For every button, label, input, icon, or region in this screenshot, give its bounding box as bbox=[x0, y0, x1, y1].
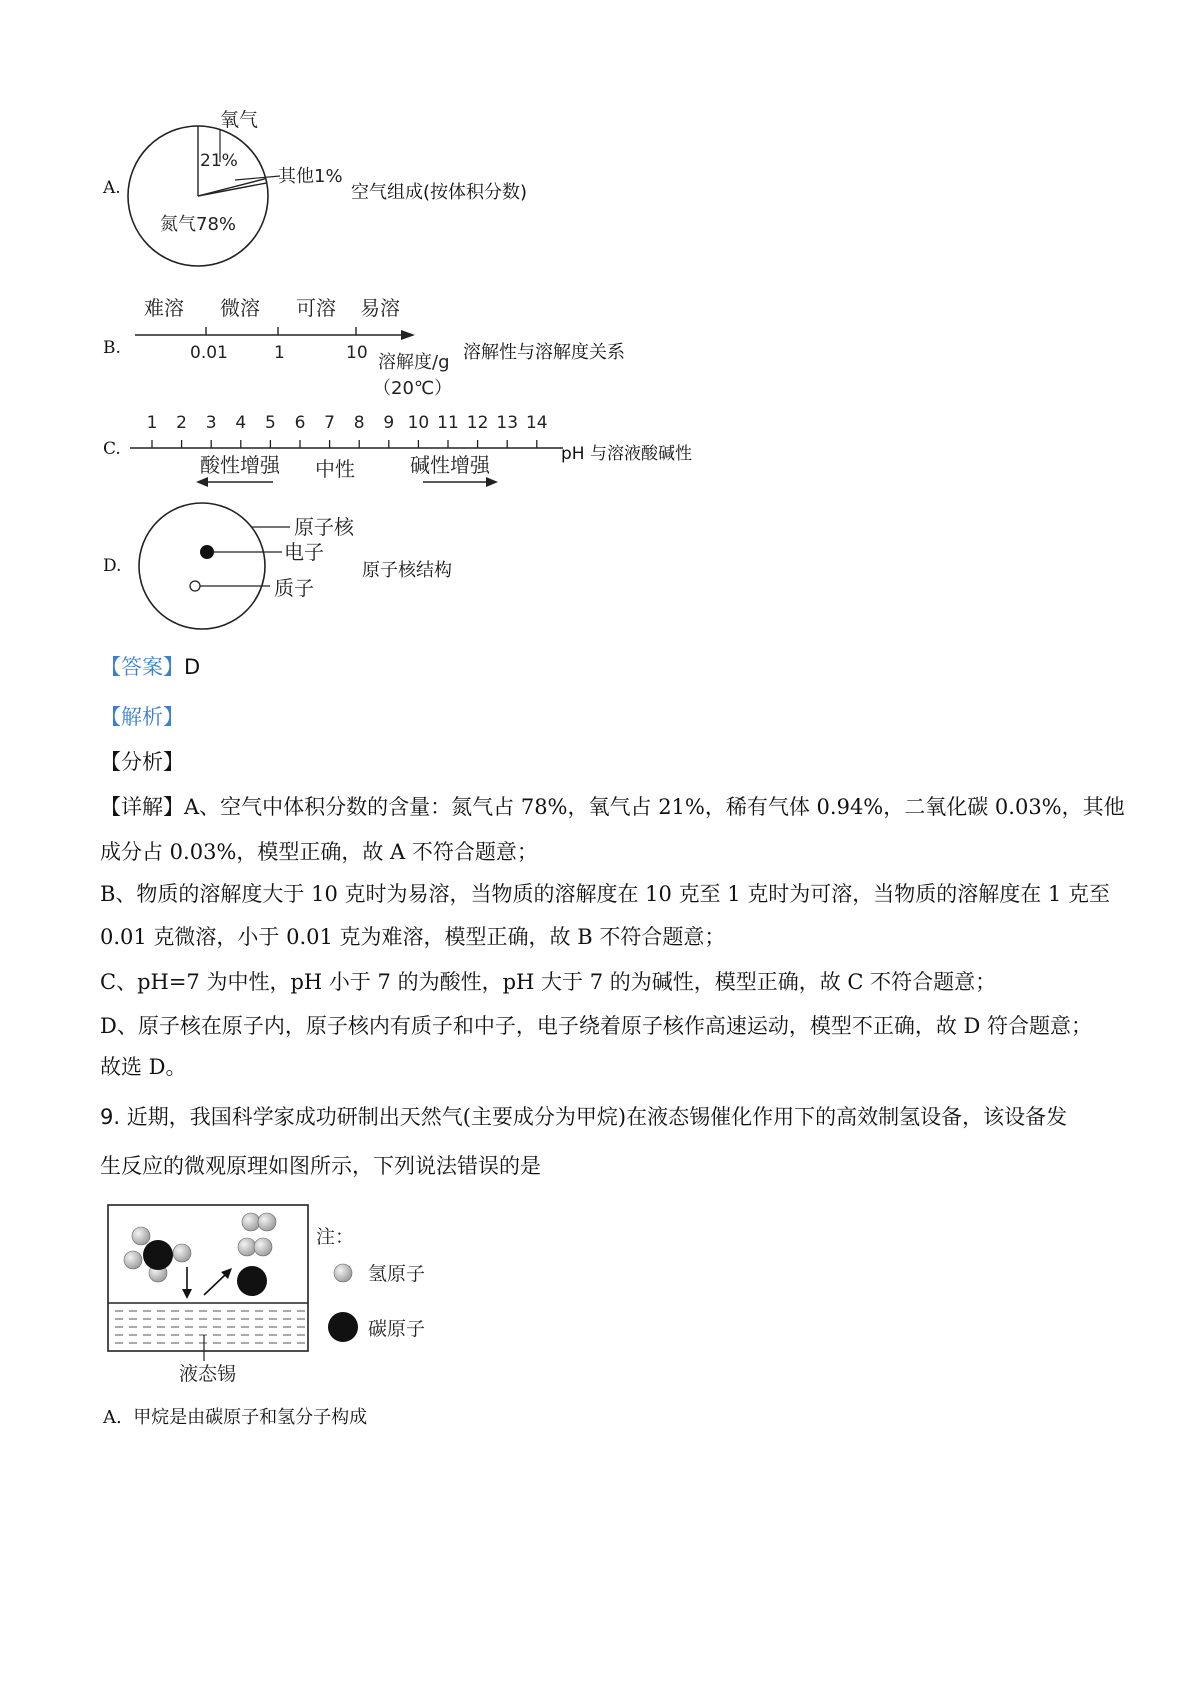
answer-line bbox=[100, 657, 200, 678]
question-9-line-1 bbox=[100, 1107, 1067, 1128]
nucleus-label: 原子核 bbox=[294, 515, 354, 539]
base-arrow-head bbox=[486, 477, 498, 487]
liquid-tin-label: 液态锡 bbox=[179, 1363, 237, 1385]
air-composition-pie-figure bbox=[120, 100, 380, 280]
product-carbon-atom bbox=[237, 1266, 267, 1296]
ph-tick-label: 9 bbox=[383, 413, 395, 433]
ph-tick-label: 8 bbox=[353, 413, 365, 433]
question-9-line-2: 生反应的微观原理如图所示，下列说法错误的是 bbox=[100, 1154, 541, 1178]
ph-scale-figure bbox=[120, 408, 565, 498]
tick-label-10: 10 bbox=[346, 343, 368, 363]
other-leader-line bbox=[235, 176, 280, 180]
atom-structure-figure bbox=[130, 500, 370, 635]
hydrogen-molecule-atom bbox=[254, 1238, 272, 1256]
answer-value: D bbox=[184, 655, 201, 679]
base-label: 碱性增强 bbox=[410, 453, 490, 477]
solubility-axis-figure bbox=[120, 290, 460, 405]
question-9-number: 9. bbox=[100, 1105, 121, 1129]
detail-text-1: A、空气中体积分数的含量：氮气占 78%，氧气占 21%，稀有气体 0.94%，二氧化碳 0.03%，其他 bbox=[184, 795, 1125, 819]
category-insoluble: 难溶 bbox=[144, 296, 184, 320]
legend-note: 注： bbox=[316, 1226, 355, 1248]
q9-option-a-letter: A. bbox=[103, 1407, 122, 1428]
detail-line-4: 0.01 克微溶，小于 0.01 克为难溶，模型正确，故 B 不符合题意； bbox=[100, 925, 726, 949]
hydrogen-molecule-atom bbox=[258, 1213, 276, 1231]
nitrogen-label: 氮气78% bbox=[160, 214, 237, 235]
ph-tick-label: 11 bbox=[437, 413, 459, 433]
option-a-letter: A. bbox=[103, 178, 121, 198]
methane-reaction-figure bbox=[100, 1195, 440, 1385]
ph-tick-label: 12 bbox=[466, 413, 489, 433]
proton-label: 质子 bbox=[274, 576, 314, 600]
acid-arrow-head bbox=[196, 477, 208, 487]
oxygen-label: 氧气 bbox=[220, 109, 259, 131]
neutral-label: 中性 bbox=[315, 457, 355, 481]
option-c-caption: pH 与溶液酸碱性 bbox=[561, 444, 692, 464]
solubility-axis-arrowhead bbox=[401, 330, 415, 340]
legend-hydrogen-atom bbox=[334, 1264, 352, 1282]
liquid-tin-layer bbox=[109, 1303, 307, 1350]
question-9-text-1: 近期，我国科学家成功研制出天然气(主要成分为甲烷)在液态锡催化作用下的高效制氢设备，该设备发 bbox=[126, 1105, 1068, 1129]
solubility-axis-label: 溶解度/g bbox=[378, 352, 450, 373]
legend-carbon-atom bbox=[328, 1312, 358, 1342]
q9-option-a-text: 甲烷是由碳原子和氢分子构成 bbox=[133, 1407, 368, 1428]
ph-tick-label: 3 bbox=[205, 413, 217, 433]
acid-label: 酸性增强 bbox=[200, 453, 280, 477]
option-d-caption: 原子核结构 bbox=[362, 560, 452, 581]
ph-tick-label: 7 bbox=[324, 413, 336, 433]
category-very-soluble: 易溶 bbox=[360, 296, 400, 320]
option-b-letter: B. bbox=[103, 338, 121, 358]
solubility-axis-condition: （20℃） bbox=[373, 378, 453, 399]
ph-tick-label: 2 bbox=[176, 413, 188, 433]
hydrogen-molecule-atom bbox=[238, 1238, 256, 1256]
ph-tick-label: 6 bbox=[294, 413, 306, 433]
detail-line-3: B、物质的溶解度大于 10 克时为易溶，当物质的溶解度在 10 克至 1 克时为可溶，当物质的溶解度在 1 克至 bbox=[100, 882, 1110, 906]
ph-tick-label: 5 bbox=[264, 413, 276, 433]
nucleus-circle bbox=[139, 503, 265, 629]
detail-tag: 【详解】 bbox=[100, 795, 184, 819]
detail-line-6: D、原子核在原子内，原子核内有质子和中子，电子绕着原子核作高速运动，模型不正确，故 D 符合题意； bbox=[100, 1014, 1093, 1038]
ph-tick-label: 10 bbox=[407, 413, 430, 433]
ph-tick-label: 14 bbox=[525, 413, 548, 433]
hydrogen-molecule-atom bbox=[242, 1213, 260, 1231]
ph-tick-label: 4 bbox=[235, 413, 247, 433]
electron-dot bbox=[200, 545, 214, 559]
fenxi-tag: 【分析】 bbox=[100, 750, 184, 774]
legend-hydrogen-label: 氢原子 bbox=[368, 1263, 426, 1285]
option-a-caption: 空气组成(按体积分数) bbox=[351, 182, 528, 203]
oxygen-pct-label: 21% bbox=[200, 151, 238, 171]
methane-hydrogen-atom bbox=[173, 1244, 191, 1262]
tick-label-1: 1 bbox=[274, 343, 285, 363]
detail-line-1 bbox=[100, 797, 1125, 818]
analysis-tag: 【解析】 bbox=[100, 705, 184, 729]
answer-tag: 【答案】 bbox=[100, 655, 184, 679]
ph-tick-label: 1 bbox=[146, 413, 158, 433]
category-slightly-soluble: 微溶 bbox=[220, 296, 260, 320]
option-c-letter: C. bbox=[103, 439, 121, 459]
category-soluble: 可溶 bbox=[296, 296, 336, 320]
option-d-letter: D. bbox=[103, 556, 122, 576]
methane-hydrogen-atom bbox=[132, 1227, 150, 1245]
option-b-caption: 溶解性与溶解度关系 bbox=[463, 342, 625, 363]
pie-slice-boundary bbox=[198, 183, 267, 196]
detail-line-5: C、pH=7 为中性，pH 小于 7 的为酸性，pH 大于 7 的为碱性，模型正确，故 C 不符合题意； bbox=[100, 970, 997, 994]
tick-label-0-01: 0.01 bbox=[190, 343, 228, 363]
proton-dot bbox=[190, 581, 200, 591]
methane-hydrogen-atom bbox=[124, 1251, 142, 1269]
detail-line-2: 成分占 0.03%，模型正确，故 A 不符合题意； bbox=[100, 840, 538, 864]
other-label: 其他1% bbox=[278, 166, 343, 187]
detail-line-7: 故选 D。 bbox=[100, 1055, 187, 1079]
question-9-option-a bbox=[103, 1403, 367, 1429]
electron-label: 电子 bbox=[284, 540, 324, 564]
legend-carbon-label: 碳原子 bbox=[368, 1318, 426, 1340]
methane-carbon-atom bbox=[143, 1240, 173, 1270]
ph-tick-label: 13 bbox=[496, 413, 519, 433]
